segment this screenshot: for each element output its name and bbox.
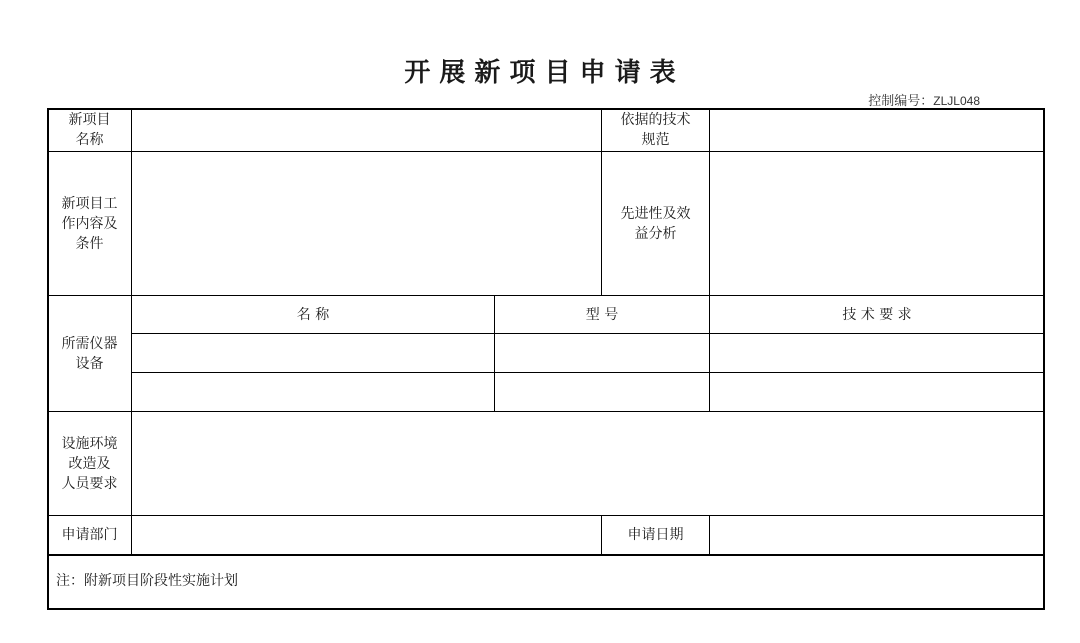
instrument-model-cell[interactable]: [495, 334, 709, 372]
label-tech-spec: 依据的技术 规范: [620, 112, 691, 148]
label-department: 申请部门: [61, 527, 118, 543]
label-facility: 设施环境 改造及 人员要求: [61, 435, 118, 492]
header-name: 名 称: [296, 306, 330, 323]
field-department[interactable]: [132, 516, 601, 554]
label-instruments: 所需仪器 设备: [61, 335, 118, 372]
label-apply-date: 申请日期: [627, 527, 684, 543]
field-tech-spec[interactable]: [710, 109, 1044, 151]
form-note: 注：附新项目阶段性实施计划: [56, 573, 238, 589]
instrument-name-cell[interactable]: [132, 334, 494, 372]
field-work-content[interactable]: [132, 152, 601, 295]
field-facility[interactable]: [132, 412, 1044, 515]
instrument-model-cell[interactable]: [495, 373, 709, 411]
instrument-name-cell[interactable]: [132, 373, 494, 411]
label-work-content: 新项目工 作内容及 条件: [61, 195, 118, 252]
field-advancement[interactable]: [710, 152, 1044, 295]
note-divider: [48, 554, 1044, 556]
instrument-requirement-cell[interactable]: [710, 334, 1044, 372]
label-advancement: 先进性及效 益分析: [620, 205, 691, 242]
control-number-label: 控制编号：: [868, 94, 934, 109]
instrument-requirement-cell[interactable]: [710, 373, 1044, 411]
label-project-name: 新项目 名称: [68, 112, 111, 148]
field-apply-date[interactable]: [710, 516, 1044, 554]
field-project-name[interactable]: [132, 109, 601, 151]
page-title: 开 展 新 项 目 申 请 表: [404, 58, 676, 88]
control-number-code: ZLJL048: [933, 94, 980, 108]
header-tech-requirements: 技 术 要 求: [842, 306, 912, 323]
header-model: 型 号: [585, 306, 619, 323]
